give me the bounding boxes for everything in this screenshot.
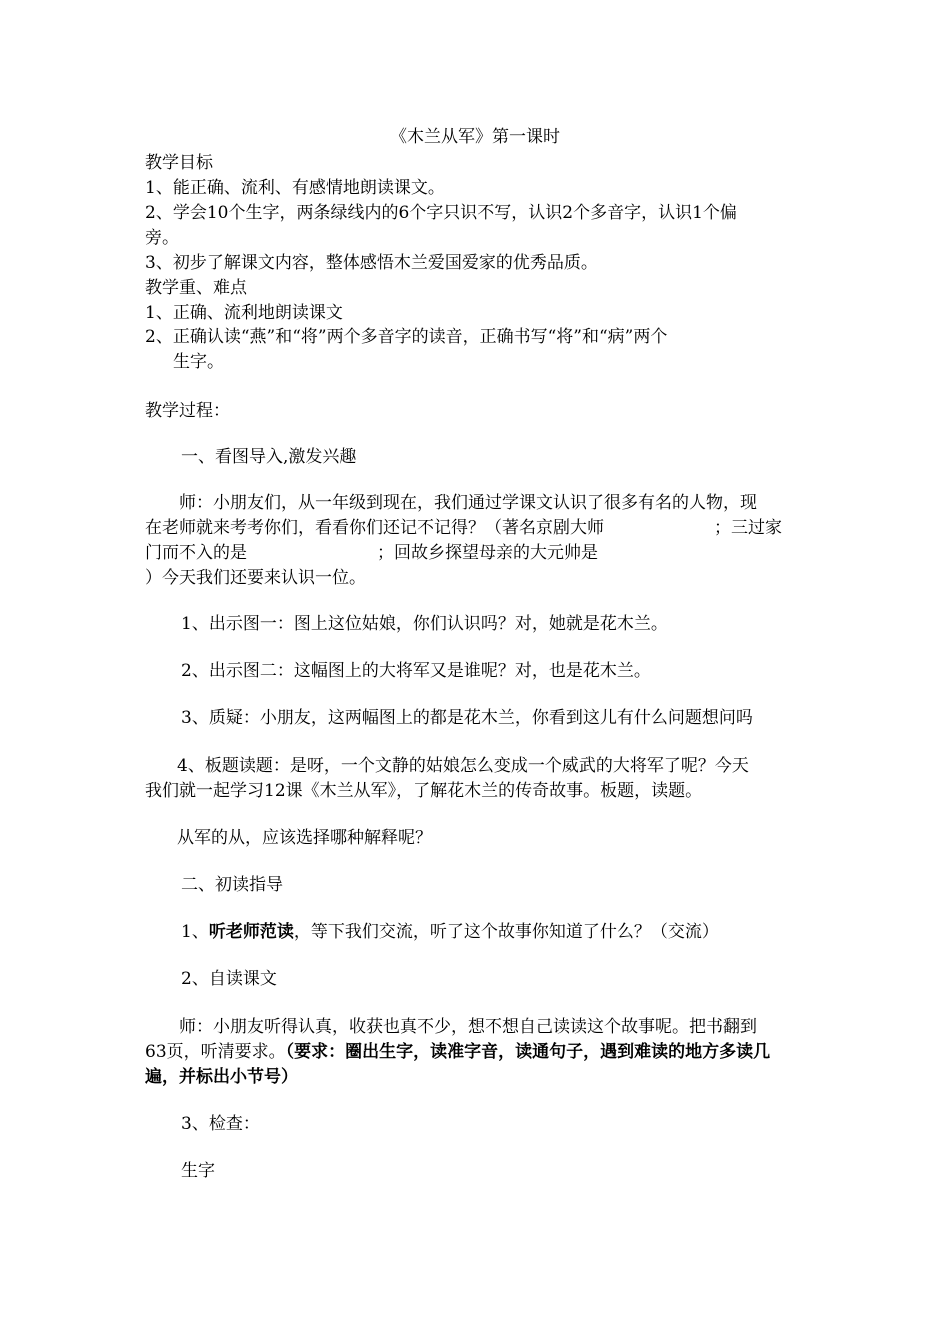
key-points-heading: 教学重、难点 xyxy=(145,278,247,298)
self-read-line-2 xyxy=(145,1040,770,1064)
step-3: 3、质疑：小朋友，这两幅图上的都是花木兰，你看到这儿有什么问题想问吗 xyxy=(181,708,753,728)
reading-step-1-text: ，等下我们交流，听了这个故事你知道了什么？（交流） xyxy=(293,922,719,942)
cong-question: 从军的从，应该选择哪种解释呢？ xyxy=(177,828,432,848)
requirements-text: （要求：圈出生字，读准字音，读通句子，遇到难读的地方多读几 xyxy=(285,1042,771,1062)
reading-step-1 xyxy=(181,920,719,944)
objective-1: 1、能正确、流利、有感情地朗读课文。 xyxy=(145,178,445,198)
reading-step-1-emphasis: 听老师范读 xyxy=(208,922,294,942)
objective-2-line-1: 2、学会10个生字，两条绿线内的6个字只识不写，认识2个多音字，认识1个偏 xyxy=(145,203,737,223)
section-2-heading: 二、初读指导 xyxy=(181,875,283,895)
section-1-heading: 一、看图导入,激发兴趣 xyxy=(181,447,357,467)
document-title: 《木兰从军》第一课时 xyxy=(390,127,560,147)
key-point-2-line-1: 2、正确认读“燕”和“将”两个多音字的读音，正确书写“将”和“病”两个 xyxy=(145,327,668,347)
intro-line-2-tail: ；三过家 xyxy=(714,518,782,538)
objectives-heading: 教学目标 xyxy=(145,153,213,173)
new-characters-label: 生字 xyxy=(181,1161,215,1181)
key-point-1: 1、正确、流利地朗读课文 xyxy=(145,303,343,323)
intro-line-3 xyxy=(145,541,598,565)
self-read-line-3: 遍，并标出小节号） xyxy=(145,1067,298,1087)
intro-line-4: ）今天我们还要来认识一位。 xyxy=(145,568,366,588)
step-2: 2、出示图二：这幅图上的大将军又是谁呢？对，也是花木兰。 xyxy=(181,661,651,681)
objective-2-line-2: 旁。 xyxy=(145,228,179,248)
intro-line-2 xyxy=(145,516,782,540)
step-4-line-2: 我们就一起学习12课《木兰从军》，了解花木兰的传奇故事。板题，读题。 xyxy=(145,781,703,801)
intro-line-2-text: 在老师就来考考你们，看看你们还记不记得？（著名京剧大师 xyxy=(145,518,604,538)
intro-line-3-tail: ；回故乡探望母亲的大元帅是 xyxy=(377,543,598,563)
step-1: 1、出示图一：图上这位姑娘，你们认识吗？对，她就是花木兰。 xyxy=(181,614,668,634)
reading-step-1-number: 1、 xyxy=(181,922,209,942)
check-step: 3、检查： xyxy=(181,1114,260,1134)
objective-3: 3、初步了解课文内容，整体感悟木兰爱国爱家的优秀品质。 xyxy=(145,253,598,273)
process-heading: 教学过程： xyxy=(145,401,230,421)
intro-line-1: 师：小朋友们，从一年级到现在，我们通过学课文认识了很多有名的人物，现 xyxy=(179,493,757,513)
self-read-line-1: 师：小朋友听得认真，收获也真不少，想不想自己读读这个故事呢。把书翻到 xyxy=(179,1017,757,1037)
self-read-line-2-text: 63页，听清要求。 xyxy=(145,1042,286,1062)
key-point-2-line-2: 生字。 xyxy=(173,352,224,372)
intro-line-3-text: 门而不入的是 xyxy=(145,543,247,563)
step-4-line-1: 4、板题读题：是呀，一个文静的姑娘怎么变成一个威武的大将军了呢？今天 xyxy=(177,756,749,776)
reading-step-2: 2、自读课文 xyxy=(181,969,277,989)
